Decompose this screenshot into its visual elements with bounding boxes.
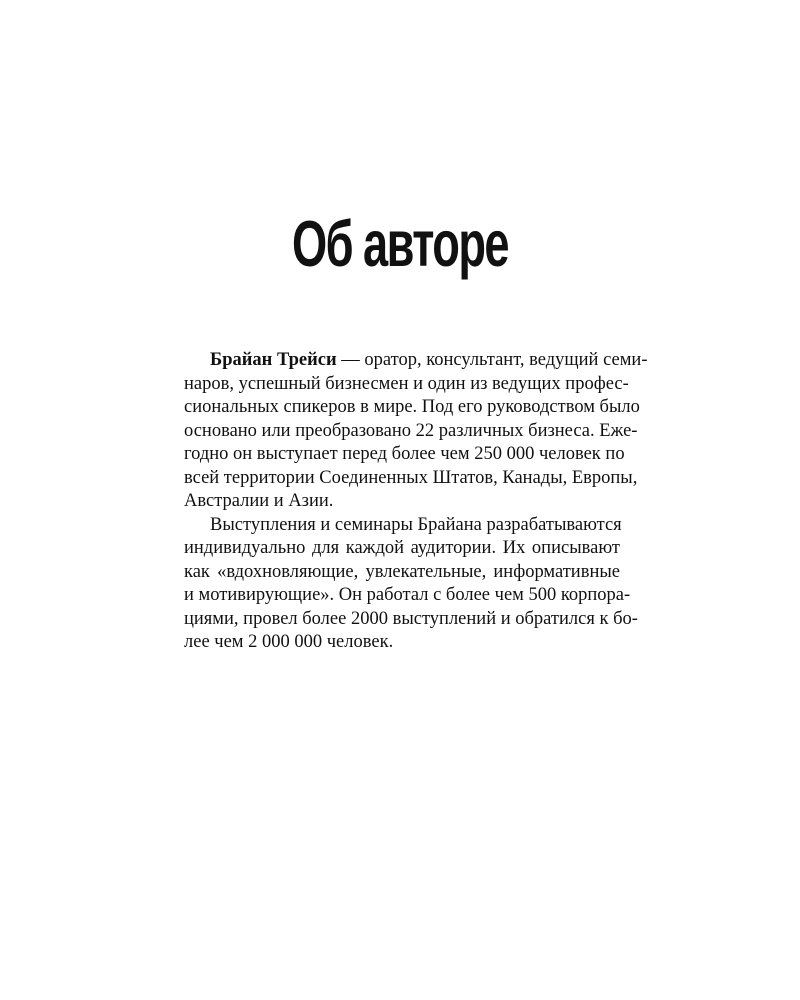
- paragraph-2-line-6: лее чем 2 000 000 человек.: [184, 632, 394, 652]
- paragraph-1-line-5: годно он выступает перед более чем 250 000 человек по: [184, 444, 625, 464]
- paragraph-1-line-4: основано или преобразовано 22 различных бизнеса. Еже-: [184, 420, 638, 441]
- author-name: Брайан Трейси: [210, 350, 337, 370]
- paragraph-2-line-3: как «вдохновляющие, увлекательные, информативные: [184, 561, 620, 582]
- page-title: Об авторе: [291, 207, 509, 281]
- paragraph-1: [158, 349, 648, 514]
- paragraph-2: [158, 514, 638, 655]
- paragraph-2-line-1: Выступления и семинары Брайана разрабатываются: [210, 514, 622, 535]
- paragraph-2-line-5: циями, провел более 2000 выступлений и обратился к бо-: [184, 608, 638, 629]
- paragraph-1-line-1-text: — оратор, консультант, ведущий семи-: [336, 350, 648, 370]
- paragraph-1-line-6: всей территории Соединенных Штатов, Канады, Европы,: [184, 467, 638, 488]
- paragraph-2-line-4: и мотивирующие». Он работал с более чем 500 корпора-: [184, 585, 631, 605]
- paragraph-2-line-2: индивидуально для каждой аудитории. Их описывают: [184, 538, 620, 558]
- paragraph-1-line-2: наров, успешный бизнесмен и один из ведущих профес-: [184, 373, 629, 394]
- paragraph-1-line-3: сиональных спикеров в мире. Под его руководством было: [184, 397, 640, 417]
- paragraph-1-line-1: [158, 349, 648, 373]
- paragraph-1-line-7: Австралии и Азии.: [184, 491, 334, 511]
- about-author-text: [158, 349, 648, 655]
